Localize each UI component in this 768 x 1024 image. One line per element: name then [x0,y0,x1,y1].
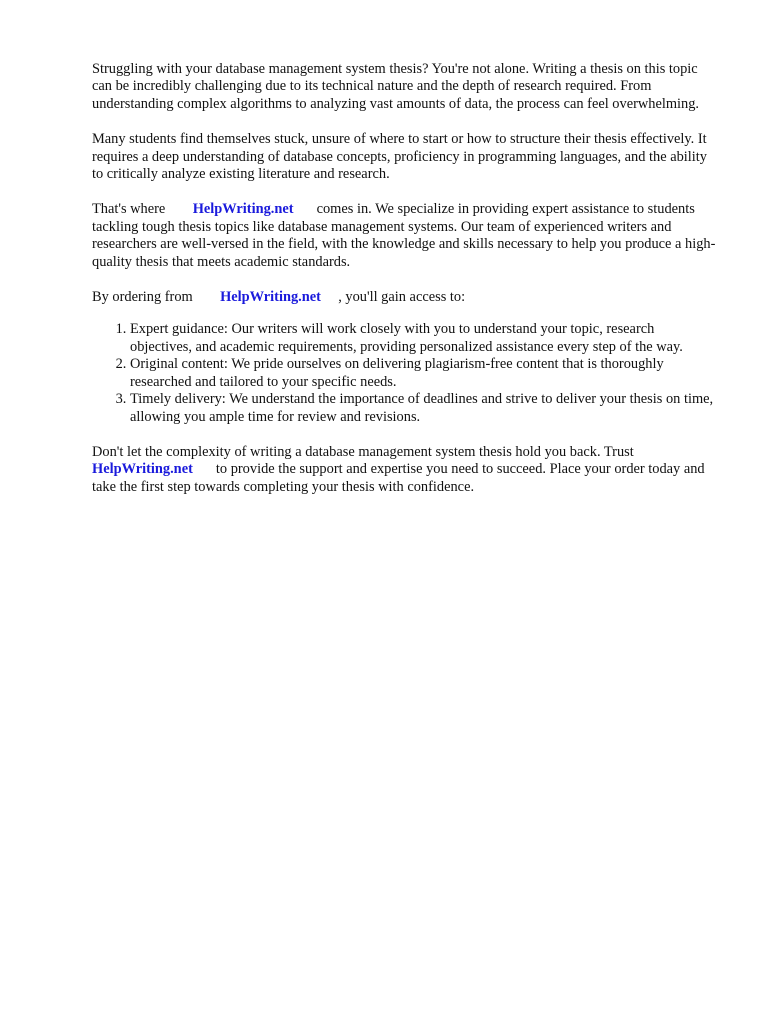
paragraph-text: By ordering from [92,289,193,306]
closing-paragraph [92,444,718,496]
ordering-paragraph [92,289,718,306]
benefits-list [92,321,718,425]
helpwriting-link[interactable]: HelpWriting.net [92,461,193,478]
paragraph-text: comes in. We specialize in providing expert assistance to students tackling tough thesis topics like database management systems. Our team of experienced writers and researchers are well-versed in the field, with the knowledge and skills necessary to help you produce a high-quality thesis that meets academic standards. [92,201,716,270]
helpwriting-intro-paragraph [92,201,718,271]
list-item: 1. Expert guidance: Our writers will work closely with you to understand your topic, research objectives, and academic requirements, providing personalized assistance every step of the way. [130,321,718,356]
helpwriting-link[interactable]: HelpWriting.net [220,289,321,306]
list-item: 2. Original content: We pride ourselves on delivering plagiarism-free content that is thoroughly researched and tailored to your specific needs. [130,356,718,391]
helpwriting-link[interactable]: HelpWriting.net [192,201,294,218]
paragraph-text: Don't let the complexity of writing a database management system thesis hold you back. Trust [92,443,634,460]
list-item: 3. Timely delivery: We understand the importance of deadlines and strive to deliver your thesis on time, allowing you ample time for review and revisions. [130,391,718,426]
intro-paragraph: Struggling with your database management system thesis? You're not alone. Writing a thesis on this topic can be incredibly challenging due to its technical nature and the depth of research required. From understanding complex algorithms to analyzing vast amounts of data, the process can feel overwhelming. [92,61,700,112]
paragraph-text: , you'll gain access to: [338,289,466,306]
paragraph-text: to provide the support and expertise you need to succeed. Place your order today and take the first step towards completing your thesis with confidence. [92,461,705,495]
paragraph-text: That's where [92,201,166,218]
stuck-paragraph: Many students find themselves stuck, unsure of where to start or how to structure their thesis effectively. It requires a deep understanding of database concepts, proficiency in programming languages, and the ability to critically analyze existing literature and research. [92,131,707,183]
